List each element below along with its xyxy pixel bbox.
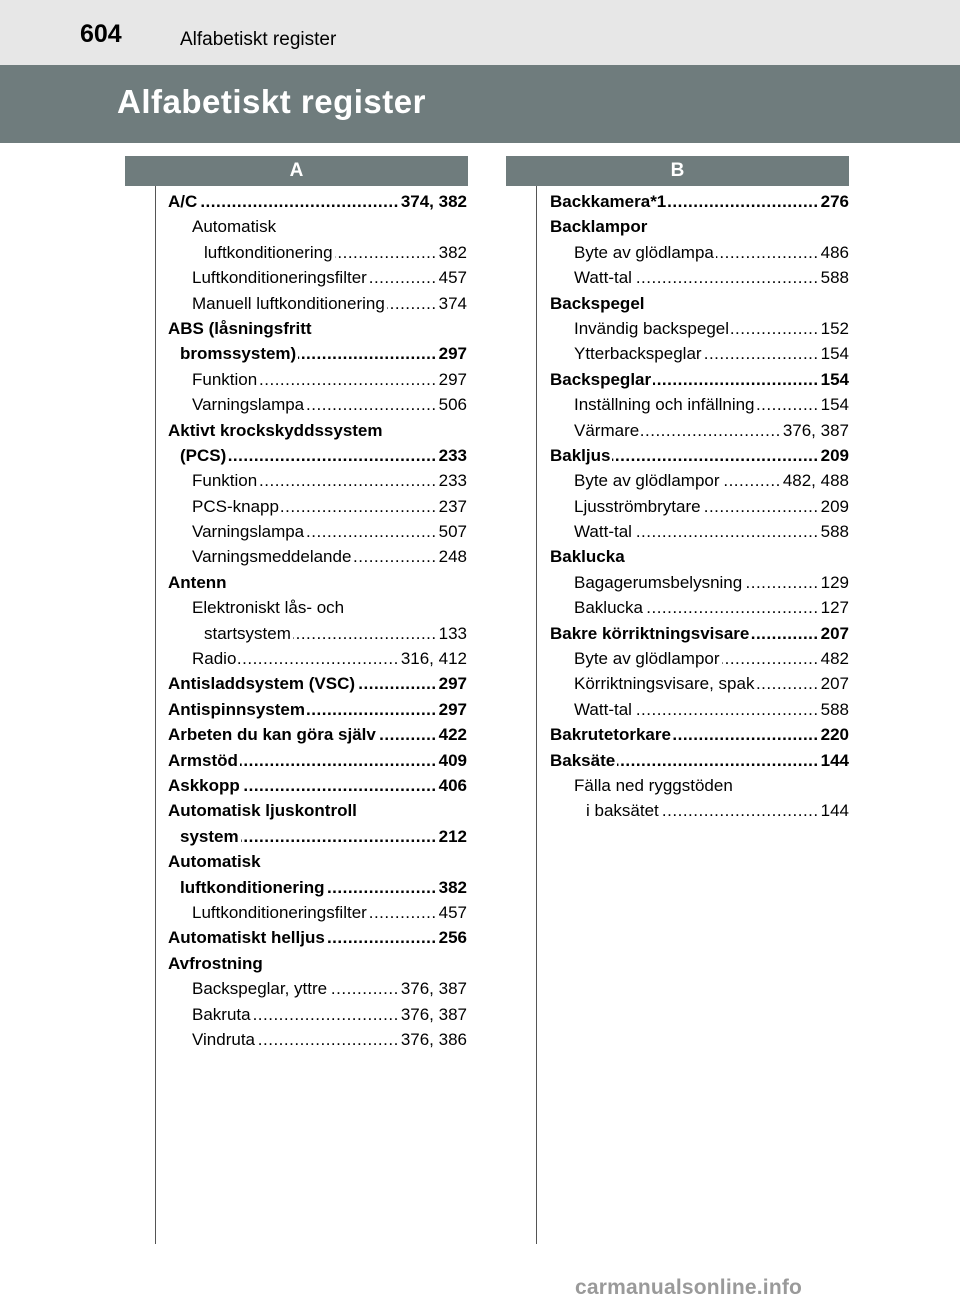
dot-leader xyxy=(634,265,819,290)
index-entry-term: Backspegel xyxy=(550,293,645,313)
index-entry-page: 588 xyxy=(820,268,849,288)
index-entry xyxy=(168,1027,467,1052)
index-entry-term: Automatiskt helljus xyxy=(168,928,325,948)
index-entry xyxy=(168,265,467,290)
dot-leader xyxy=(369,900,437,925)
index-entry-page: 588 xyxy=(820,699,849,719)
dot-leader xyxy=(257,1027,399,1052)
header-band xyxy=(0,0,960,65)
index-entry-page: 154 xyxy=(820,395,849,415)
dot-leader xyxy=(378,722,437,747)
dot-leader xyxy=(326,875,436,900)
index-entry xyxy=(550,722,849,747)
index-entry-page: 486 xyxy=(820,242,849,262)
index-entry-page: 506 xyxy=(438,395,467,415)
index-entry xyxy=(168,824,467,849)
index-entry-page: 297 xyxy=(438,344,467,364)
index-entry-term: Byte av glödlampa xyxy=(574,242,714,262)
index-entry-term: Bakruta xyxy=(192,1004,251,1024)
index-entry xyxy=(168,214,467,239)
index-entry-term: Watt-tal xyxy=(574,699,632,719)
index-entry-page: 144 xyxy=(820,801,849,821)
dot-leader xyxy=(722,468,781,493)
index-entry-term: Baklucka xyxy=(574,598,643,618)
index-entry-page: 209 xyxy=(820,445,849,465)
index-entry-page: 233 xyxy=(438,471,467,491)
index-entry xyxy=(550,544,849,569)
index-entry-term: (PCS) xyxy=(180,445,227,465)
index-entry xyxy=(168,722,467,747)
index-entry-term: Radio xyxy=(192,649,237,669)
index-entry xyxy=(168,570,467,595)
index-entry xyxy=(550,646,849,671)
dot-leader xyxy=(653,367,819,392)
index-entry-page: 220 xyxy=(820,725,849,745)
running-head: Alfabetiskt register xyxy=(180,29,337,50)
dot-leader xyxy=(199,189,399,214)
index-entry xyxy=(550,265,849,290)
dot-leader xyxy=(704,341,819,366)
index-entry xyxy=(168,367,467,392)
index-entry-page: 233 xyxy=(438,445,467,465)
index-entry-term: Byte av glödlampor xyxy=(574,649,720,669)
dot-leader xyxy=(369,265,437,290)
index-entry-term: Backspeglar, yttre xyxy=(192,979,328,999)
index-entry-page: 457 xyxy=(438,902,467,922)
index-column-b xyxy=(550,189,849,824)
index-entry-term: Aktivt krockskyddssystem xyxy=(168,420,383,440)
dot-leader xyxy=(327,925,437,950)
dot-leader xyxy=(756,671,818,696)
index-entry xyxy=(168,544,467,569)
index-entry-page: 316, 412 xyxy=(400,649,467,669)
index-entry xyxy=(550,798,849,823)
index-entry xyxy=(550,468,849,493)
dot-leader xyxy=(306,519,436,544)
dot-leader xyxy=(228,443,436,468)
index-entry-page: 127 xyxy=(820,598,849,618)
index-entry-page: 297 xyxy=(438,674,467,694)
index-entry xyxy=(168,418,467,443)
index-entry-term: Automatisk xyxy=(168,852,261,872)
dot-leader xyxy=(757,392,819,417)
index-entry xyxy=(550,697,849,722)
page-title: Alfabetiskt register xyxy=(117,83,426,120)
dot-leader xyxy=(617,748,818,773)
dot-leader xyxy=(612,443,818,468)
dot-leader xyxy=(242,773,437,798)
index-entry-page: 133 xyxy=(438,623,467,643)
index-entry xyxy=(168,316,467,341)
index-entry xyxy=(168,621,467,646)
index-entry-term: Backlampor xyxy=(550,217,648,237)
index-entry-page: 507 xyxy=(438,522,467,542)
index-entry-term: Varningslampa xyxy=(192,395,305,415)
index-entry-page: 374, 382 xyxy=(400,192,467,211)
index-entry xyxy=(168,875,467,900)
dot-leader xyxy=(703,494,819,519)
index-entry-term: Elektroniskt lås- och xyxy=(192,598,345,618)
watermark: carmanualsonline.info xyxy=(575,1276,803,1299)
index-entry-term: Ljusströmbrytare xyxy=(574,496,701,516)
index-entry-page: 482, 488 xyxy=(782,471,849,491)
index-entry-term: luftkonditionering xyxy=(204,242,333,262)
index-entry xyxy=(550,570,849,595)
index-entry xyxy=(168,291,467,316)
index-entry-term: Vindruta xyxy=(192,1029,256,1049)
column-rule-a xyxy=(155,186,156,1244)
index-entry xyxy=(550,748,849,773)
index-entry-page: 374 xyxy=(438,293,467,313)
index-entry-page: 376, 387 xyxy=(400,1004,467,1024)
index-entry-term: Värmare xyxy=(574,420,640,440)
index-entry-term: Backspeglar xyxy=(550,369,652,389)
index-entry xyxy=(168,468,467,493)
index-entry-term: i baksätet xyxy=(586,801,659,821)
index-entry-page: 207 xyxy=(820,674,849,694)
index-entry-term: startsystem xyxy=(204,623,291,643)
index-entry-term: Avfrostning xyxy=(168,953,263,973)
dot-leader xyxy=(751,621,818,646)
dot-leader xyxy=(641,418,781,443)
index-entry xyxy=(168,697,467,722)
index-entry xyxy=(168,773,467,798)
index-entry-page: 457 xyxy=(438,268,467,288)
index-entry-page: 376, 386 xyxy=(400,1029,467,1049)
dot-leader xyxy=(238,646,398,671)
dot-leader xyxy=(241,824,437,849)
index-entry xyxy=(168,798,467,823)
index-entry xyxy=(168,951,467,976)
index-entry-term: Watt-tal xyxy=(574,522,632,542)
index-entry-term: A/C xyxy=(168,192,198,211)
index-entry-page: 482 xyxy=(820,649,849,669)
index-entry-page: 237 xyxy=(438,496,467,516)
dot-leader xyxy=(731,316,819,341)
index-entry xyxy=(550,214,849,239)
index-entry xyxy=(168,392,467,417)
index-entry-page: 276 xyxy=(820,192,849,211)
index-entry xyxy=(168,671,467,696)
index-entry-term: Varningsmeddelande xyxy=(192,547,352,567)
dot-leader xyxy=(634,697,819,722)
index-entry-page: 256 xyxy=(438,928,467,948)
index-entry-term: luftkonditionering xyxy=(180,877,325,897)
index-entry-term: Antenn xyxy=(168,572,227,592)
index-entry xyxy=(550,291,849,316)
index-entry-term: Baksäte xyxy=(550,750,616,770)
index-entry xyxy=(168,189,467,214)
index-entry-term: Luftkonditioneringsfilter xyxy=(192,268,367,288)
index-entry-page: 154 xyxy=(820,369,849,389)
index-entry-term: Arbeten du kan göra själv xyxy=(168,725,376,745)
dot-leader xyxy=(357,671,437,696)
index-entry-page: 406 xyxy=(438,775,467,795)
dot-leader xyxy=(744,570,818,595)
index-entry xyxy=(550,773,849,798)
index-entry-page: 409 xyxy=(438,750,467,770)
index-entry-page: 212 xyxy=(438,826,467,846)
dot-leader xyxy=(634,519,819,544)
column-rule-b xyxy=(536,186,537,1244)
index-entry-term: Bakre körriktningsvisare xyxy=(550,623,750,643)
index-entry xyxy=(168,748,467,773)
dot-leader xyxy=(259,367,436,392)
index-entry-page: 209 xyxy=(820,496,849,516)
dot-leader xyxy=(645,595,819,620)
index-entry-term: Körriktningsvisare, spak xyxy=(574,674,755,694)
index-entry-page: 422 xyxy=(438,725,467,745)
index-entry-page: 144 xyxy=(820,750,849,770)
dot-leader xyxy=(293,621,437,646)
dot-leader xyxy=(668,189,818,214)
index-entry-term: Antispinnsystem xyxy=(168,699,305,719)
index-entry xyxy=(168,925,467,950)
index-entry xyxy=(168,976,467,1001)
index-entry xyxy=(168,1002,467,1027)
index-entry-term: Bakljus xyxy=(550,445,611,465)
index-entry-page: 382 xyxy=(438,242,467,262)
index-entry-term: Antisladdsystem (VSC) xyxy=(168,674,356,694)
index-entry-term: Byte av glödlampor xyxy=(574,471,720,491)
dot-leader xyxy=(281,494,437,519)
index-entry-term: PCS-knapp xyxy=(192,496,279,516)
index-entry-term: Ytterbackspeglar xyxy=(574,344,702,364)
index-entry xyxy=(550,671,849,696)
index-entry-page: 376, 387 xyxy=(400,979,467,999)
index-entry-term: Bagagerumsbelysning xyxy=(574,572,743,592)
index-entry xyxy=(168,240,467,265)
index-entry-term: Luftkonditioneringsfilter xyxy=(192,902,367,922)
index-entry-page: 297 xyxy=(438,699,467,719)
dot-leader xyxy=(387,291,437,316)
dot-leader xyxy=(307,697,437,722)
dot-leader xyxy=(259,468,436,493)
section-header-a: A xyxy=(125,156,468,186)
index-entry xyxy=(550,316,849,341)
index-entry xyxy=(550,367,849,392)
index-entry xyxy=(550,189,849,214)
index-column-a xyxy=(168,189,467,1052)
index-entry-page: 588 xyxy=(820,522,849,542)
index-entry-term: Armstöd xyxy=(168,750,238,770)
section-header-b: B xyxy=(506,156,849,186)
dot-leader xyxy=(306,392,436,417)
index-entry-term: Backkamera*1 xyxy=(550,192,667,211)
index-entry-term: bromssystem) xyxy=(180,344,297,364)
index-entry-page: 382 xyxy=(438,877,467,897)
dot-leader xyxy=(661,798,819,823)
dot-leader xyxy=(335,240,437,265)
index-entry-term: Varningslampa xyxy=(192,522,305,542)
dot-leader xyxy=(673,722,819,747)
index-entry-page: 297 xyxy=(438,369,467,389)
index-entry-page: 207 xyxy=(820,623,849,643)
dot-leader xyxy=(353,544,436,569)
index-entry-term: Bakrutetorkare xyxy=(550,725,671,745)
index-entry xyxy=(168,646,467,671)
index-entry xyxy=(550,595,849,620)
index-entry-page: 152 xyxy=(820,318,849,338)
index-entry xyxy=(168,849,467,874)
index-entry-term: Invändig backspegel xyxy=(574,318,730,338)
dot-leader xyxy=(253,1002,399,1027)
index-entry-term: Funktion xyxy=(192,471,258,491)
dot-leader xyxy=(298,341,436,366)
index-entry xyxy=(168,341,467,366)
index-entry xyxy=(550,519,849,544)
index-entry xyxy=(550,494,849,519)
index-entry-page: 154 xyxy=(820,344,849,364)
index-entry-term: system xyxy=(180,826,239,846)
index-entry-term: Automatisk ljuskontroll xyxy=(168,801,357,821)
page-number: 604 xyxy=(80,20,122,48)
index-entry xyxy=(168,900,467,925)
dot-leader xyxy=(240,748,437,773)
index-entry-term: Baklucka xyxy=(550,547,625,567)
index-entry xyxy=(550,240,849,265)
dot-leader xyxy=(722,646,819,671)
index-entry-term: Manuell luftkonditionering xyxy=(192,293,385,313)
index-entry xyxy=(168,595,467,620)
index-entry-page: 129 xyxy=(820,572,849,592)
index-entry xyxy=(550,341,849,366)
index-entry-term: ABS (låsningsfritt xyxy=(168,318,312,338)
index-entry-term: Automatisk xyxy=(192,217,277,237)
index-entry-page: 248 xyxy=(438,547,467,567)
index-entry-term: Inställning och infällning xyxy=(574,395,755,415)
index-entry xyxy=(550,418,849,443)
index-entry xyxy=(168,519,467,544)
index-entry-term: Watt-tal xyxy=(574,268,632,288)
index-entry xyxy=(168,443,467,468)
index-entry xyxy=(550,443,849,468)
dot-leader xyxy=(329,976,399,1001)
index-entry-term: Fälla ned ryggstöden xyxy=(574,775,733,795)
index-entry-term: Funktion xyxy=(192,369,258,389)
index-entry xyxy=(550,392,849,417)
dot-leader xyxy=(716,240,819,265)
index-entry-page: 376, 387 xyxy=(782,420,849,440)
index-entry-term: Askkopp xyxy=(168,775,240,795)
index-entry xyxy=(550,621,849,646)
index-entry xyxy=(168,494,467,519)
